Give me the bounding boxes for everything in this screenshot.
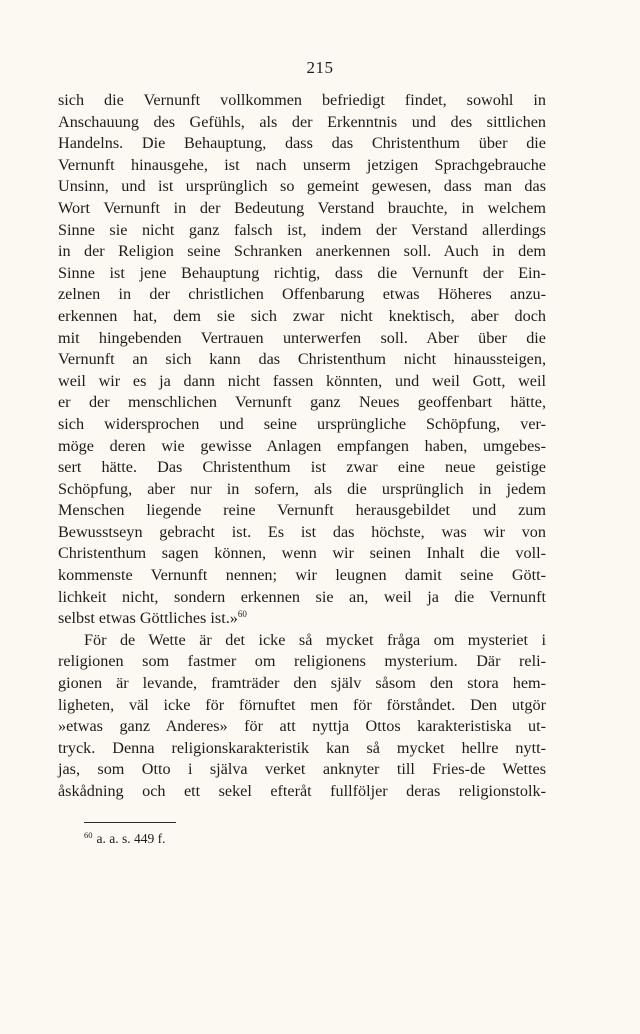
text-line: »etwas ganz Anderes» för att nyttja Ottos karakteristiska ut- xyxy=(58,717,546,736)
page-number: 215 xyxy=(306,58,334,77)
text-line: Schöpfung, aber nur in sofern, als die ursprünglich in jedem xyxy=(58,479,546,498)
text-line: Sinne sie nicht ganz falsch ist, indem der Verstand allerdings xyxy=(58,220,546,239)
text-line: tryck. Denna religionskarakteristik kan så mycket hellre nytt- xyxy=(58,738,546,757)
text-line: ligheten, väl icke för förnuftet men för förståndet. Den utgör xyxy=(58,695,546,714)
text-line: Anschauung des Gefühls, als der Erkenntnis und des sittlichen xyxy=(58,112,546,131)
text-line: Vernunft hinausgehe, ist nach unserm jetzigen Sprachgebrauche xyxy=(58,155,546,174)
footnote xyxy=(84,830,165,848)
text-line: erkennen hat, dem sie sich zwar nicht knektisch, aber doch xyxy=(58,306,546,325)
body-text xyxy=(58,90,546,803)
text-line: religionen som fastmer om religionens mysterium. Där reli- xyxy=(58,652,546,671)
text-line: lichkeit nicht, sondern erkennen sie an, weil ja die Vernunft xyxy=(58,587,546,606)
text-line-last xyxy=(58,608,546,630)
text-line: zelnen in der christlichen Offenbarung etwas Höheres anzu- xyxy=(58,285,546,304)
text-line: För de Wette är det icke så mycket fråga om mysteriet i xyxy=(84,630,546,649)
text-line: Bewusstseyn gebracht ist. Es ist das höchste, was wir von xyxy=(58,522,546,541)
text-line: åskådning och ett sekel efteråt fullföljer deras religionstolk- xyxy=(58,782,546,800)
paragraph-1 xyxy=(58,90,546,630)
text-line: Handelns. Die Behauptung, dass das Christenthum über die xyxy=(58,134,546,153)
text-line: möge deren wie gewisse Anlagen empfangen haben, umgebes- xyxy=(58,436,546,455)
text-line: Christenthum sagen können, wenn wir seinen Inhalt die voll- xyxy=(58,544,546,563)
text-line: sich widersprochen und seine ursprüngliche Schöpfung, ver- xyxy=(58,414,546,433)
text-line: Sinne ist jene Behauptung richtig, dass die Vernunft der Ein- xyxy=(58,263,546,282)
text-line: sert hätte. Das Christenthum ist zwar eine neue geistige xyxy=(58,458,546,477)
footnote-divider xyxy=(84,822,176,823)
footnote-text: a. a. s. 449 f. xyxy=(96,831,166,846)
text-line: er der menschlichen Vernunft ganz Neues geoffenbart hätte, xyxy=(58,393,546,412)
text-line: weil wir es ja dann nicht fassen könnten, und weil Gott, weil xyxy=(58,371,546,390)
text-line: mit hingebenden Vertrauen unterwerfen soll. Aber über die xyxy=(58,328,546,347)
text-line: Menschen liegende reine Vernunft herausgebildet und zum xyxy=(58,501,546,520)
text-line: Wort Vernunft in der Bedeutung Verstand brauchte, in welchem xyxy=(58,198,546,217)
footnote-mark: 60 xyxy=(84,830,93,840)
text-line: jas, som Otto i själva verket anknyter till Fries-de Wettes xyxy=(58,760,546,779)
text-line: Vernunft an sich kann das Christenthum nicht hinaussteigen, xyxy=(58,350,546,369)
text-line: Unsinn, und ist ursprünglich so gemeint gewesen, dass man das xyxy=(58,177,546,196)
text-line: gionen är levande, framträder den själv såsom den stora hem- xyxy=(58,674,546,693)
last-line-text: selbst etwas Göttliches ist.» xyxy=(58,609,238,628)
footnote-reference[interactable]: 60 xyxy=(237,609,247,620)
text-line: kommenste Vernunft nennen; wir leugnen damit seine Gött- xyxy=(58,566,546,585)
text-line: in der Religion seine Schranken anerkennen soll. Auch in dem xyxy=(58,242,546,261)
text-line: sich die Vernunft vollkommen befriedigt findet, sowohl in xyxy=(58,91,546,109)
paragraph-2 xyxy=(58,630,546,803)
